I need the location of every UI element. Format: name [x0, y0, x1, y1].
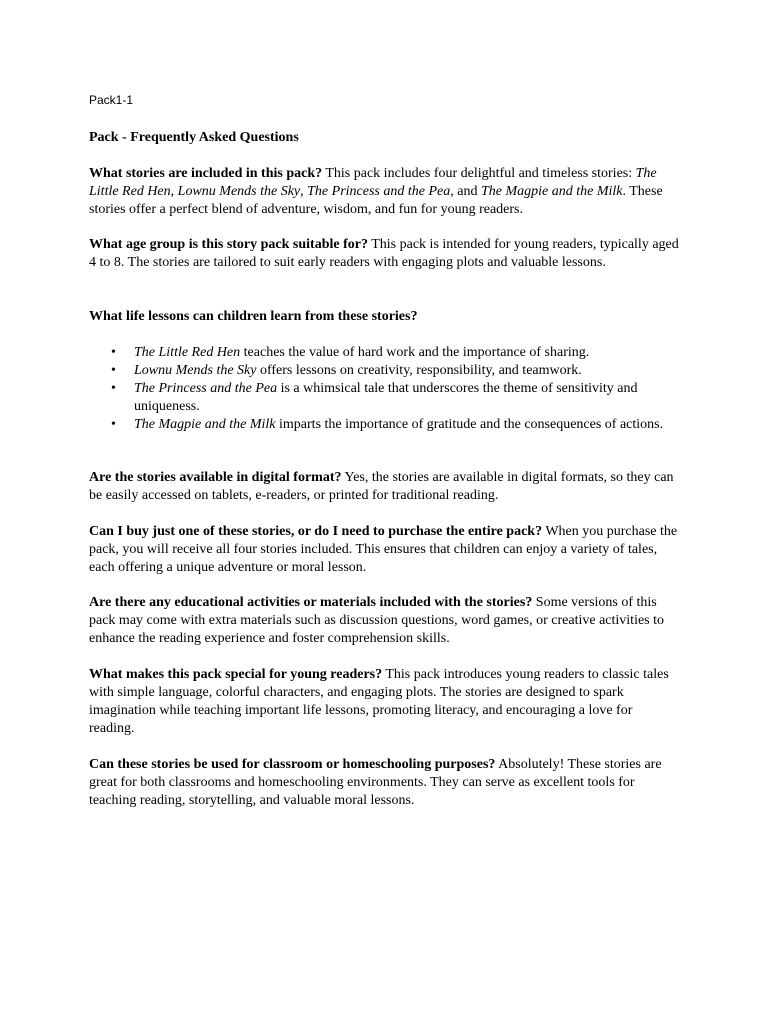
story-title: The Magpie and the Milk: [134, 417, 276, 432]
faq-life-lessons: [89, 308, 681, 326]
bullet-icon: •: [111, 345, 116, 360]
faq-question: Can I buy just one of these stories, or do I need to purchase the entire pack?: [89, 524, 543, 539]
faq-answer-text: When you purchase the pack, you will receive all four stories included. This ensures that children can enjoy a variety of tales, each offering a unique adventure or moral lesson.: [89, 524, 678, 575]
faq-question: Are the stories available in digital format?: [89, 470, 342, 485]
list-item: [89, 380, 681, 416]
faq-question: What stories are included in this pack?: [89, 166, 323, 181]
story-title: The Princess and the Pea: [307, 184, 451, 199]
faq-question: What makes this pack special for young readers?: [89, 667, 383, 682]
faq-answer-text: . These stories offer a perfect blend of adventure, wisdom, and fun for young readers.: [89, 184, 663, 217]
faq-question: Are there any educational activities or materials included with the stories?: [89, 595, 533, 610]
story-title: Lownu Mends the Sky: [134, 363, 257, 378]
separator-text: ,: [300, 184, 308, 199]
list-item: [89, 362, 681, 380]
story-title: The Magpie and the Milk: [480, 184, 623, 199]
faq-answer-text: This pack introduces young readers to classic tales with simple language, colorful characters, and engaging plots. The stories are designed to spark imagination while teaching important life lessons, promoting literacy, and encouraging a love for reading.: [89, 667, 669, 736]
faq-answer-text: This pack is intended for young readers, typically aged 4 to 8. The stories are tailored to suit early readers with engaging plots and valuable lessons.: [89, 237, 679, 270]
page-header: Pack1-1: [89, 93, 134, 107]
bullet-icon: •: [111, 363, 116, 378]
faq-buy-single-story: [89, 523, 681, 577]
faq-answer-text: This pack includes four delightful and timeless stories:: [322, 166, 636, 181]
bullet-icon: •: [111, 417, 116, 432]
bullet-icon: •: [111, 381, 116, 396]
faq-answer-text: Some versions of this pack may come with extra materials such as discussion questions, word games, or creative activities to enhance the reading experience and foster comprehension skills.: [89, 595, 665, 646]
faq-stories-included: [89, 165, 681, 219]
story-title: The Little Red Hen: [89, 166, 657, 199]
list-item-text: offers lessons on creativity, responsibility, and teamwork.: [256, 363, 582, 378]
document-title: Pack - Frequently Asked Questions: [89, 130, 299, 145]
list-item-text: is a whimsical tale that underscores the theme of sensitivity and uniqueness.: [134, 381, 638, 414]
separator-text: ,: [170, 184, 178, 199]
faq-answer-text: Yes, the stories are available in digital formats, so they can be easily accessed on tablets, e-readers, or printed for traditional reading.: [89, 470, 674, 503]
faq-question: Can these stories be used for classroom or homeschooling purposes?: [89, 757, 496, 772]
list-item: [89, 344, 681, 362]
list-item-text: imparts the importance of gratitude and the consequences of actions.: [275, 417, 664, 432]
story-title: The Princess and the Pea: [134, 381, 278, 396]
faq-digital-format: [89, 469, 681, 505]
faq-question: What age group is this story pack suitable for?: [89, 237, 368, 252]
story-title: The Little Red Hen: [134, 345, 241, 360]
story-title: Lownu Mends the Sky: [177, 184, 301, 199]
faq-question: What life lessons can children learn from these stories?: [89, 309, 418, 324]
lessons-list: [89, 344, 681, 434]
list-item: [89, 416, 681, 434]
faq-answer-text: Absolutely! These stories are great for both classrooms and homeschooling environments. They can serve as excellent tools for teaching reading, storytelling, and valuable moral lessons.: [89, 757, 662, 808]
faq-classroom-use: [89, 756, 681, 810]
faq-age-group: [89, 236, 681, 272]
separator-text: , and: [450, 184, 481, 199]
faq-what-makes-special: [89, 666, 681, 738]
list-item-text: teaches the value of hard work and the importance of sharing.: [240, 345, 590, 360]
faq-educational-activities: [89, 594, 681, 648]
